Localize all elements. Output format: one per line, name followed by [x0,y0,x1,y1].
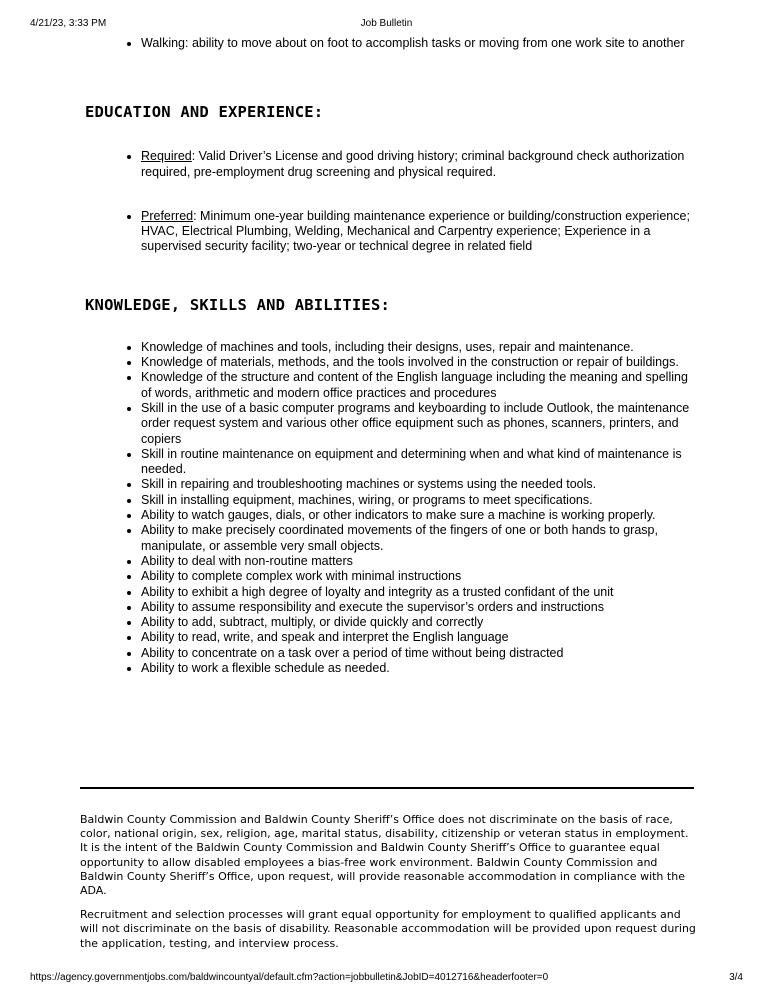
list-item: • Ability to deal with non-routine matters [141,554,695,569]
print-footer [30,971,743,985]
print-title: Job Bulletin [360,18,413,29]
ada-paragraph: Recruitment and selection processes will grant equal opportunity for employment to qualified applicants and will not discriminate on the basis of disability. Reasonable accommodation will be provided upon request during the application, testing, and interview process. [80,908,696,950]
list-item [141,149,695,180]
list-item: • Ability to exhibit a high degree of loyalty and integrity as a trusted confidant of the unit [141,585,695,600]
list-item: • Ability to read, write, and speak and interpret the English language [141,630,695,645]
page-url: https://agency.governmentjobs.com/baldwincountyal/default.cfm?action=jobbulletin&JobID=4012716&headerfooter=0 [30,972,549,983]
physical-requirements-list [85,36,695,51]
print-header [30,17,743,31]
required-label: Required [141,149,192,164]
preferred-text: : Minimum one-year building maintenance experience or building/construction experience; HVAC, Electrical Plumbing, Welding, Mechanical and Carpentry experience; Experience in a supervised security facility; two-year or technical degree in related field [141,208,690,254]
list-item: • Ability to concentrate on a task over a period of time without being distracted [141,646,695,661]
list-item: • Skill in repairing and troubleshooting machines or systems using the needed tools. [141,477,695,492]
list-item: • Ability to complete complex work with minimal instructions [141,569,695,584]
eeo-statement [80,813,698,951]
list-item: • Ability to work a flexible schedule as needed. [141,661,695,676]
page-number: 3/4 [729,972,743,983]
education-required-list [85,149,695,180]
job-bulletin-content [85,36,695,676]
print-date: 4/21/23, 3:33 PM [30,18,107,29]
list-item: • Skill in the use of a basic computer programs and keyboarding to include Outlook, the maintenance order request system and various other office equipment such as phones, scanners, printers, and copiers [141,401,695,447]
list-item: • Knowledge of machines and tools, including their designs, uses, repair and maintenance. [141,340,695,355]
list-item: • Walking: ability to move about on foot to accomplish tasks or moving from one work site to another [141,36,695,51]
ksa-list [85,340,695,677]
list-item: • Ability to assume responsibility and execute the supervisor’s orders and instructions [141,600,695,615]
footer-divider [80,787,694,789]
education-heading: EDUCATION AND EXPERIENCE: [85,103,324,122]
list-item: • Ability to add, subtract, multiply, or divide quickly and correctly [141,615,695,630]
list-item: • Knowledge of the structure and content of the English language including the meaning and spelling of words, arithmetic and modern office practices and procedures [141,370,695,401]
list-item: • Ability to watch gauges, dials, or other indicators to make sure a machine is working properly. [141,508,695,523]
required-text: : Valid Driver’s License and good driving history; criminal background check authorization required, pre-employment drug screening and physical required. [141,149,685,179]
list-item: • Skill in routine maintenance on equipment and determining when and what kind of maintenance is needed. [141,447,695,478]
education-preferred-list [85,209,695,255]
list-item: • Knowledge of materials, methods, and the tools involved in the construction or repair of buildings. [141,355,695,370]
list-item: • Skill in installing equipment, machines, wiring, or programs to meet specifications. [141,493,695,508]
preferred-label: Preferred [141,208,194,223]
list-item [141,209,695,255]
eeo-paragraph: Baldwin County Commission and Baldwin County Sheriff’s Office does not discriminate on the basis of race, color, national origin, sex, religion, age, marital status, disability, citizenship or veteran status in employment. It is the intent of the Baldwin County Commission and Baldwin County Sheriff’s Office to guarantee equal opportunity to allow disabled employees a bias-free work environment. Baldwin County Commission and Baldwin County Sheriff’s Office, upon request, will provide reasonable accommodation in compliance with the ADA. [80,813,689,898]
list-item: • Ability to make precisely coordinated movements of the fingers of one or both hands to grasp, manipulate, or assemble very small objects. [141,523,695,554]
ksa-heading: KNOWLEDGE, SKILLS AND ABILITIES: [85,295,391,314]
